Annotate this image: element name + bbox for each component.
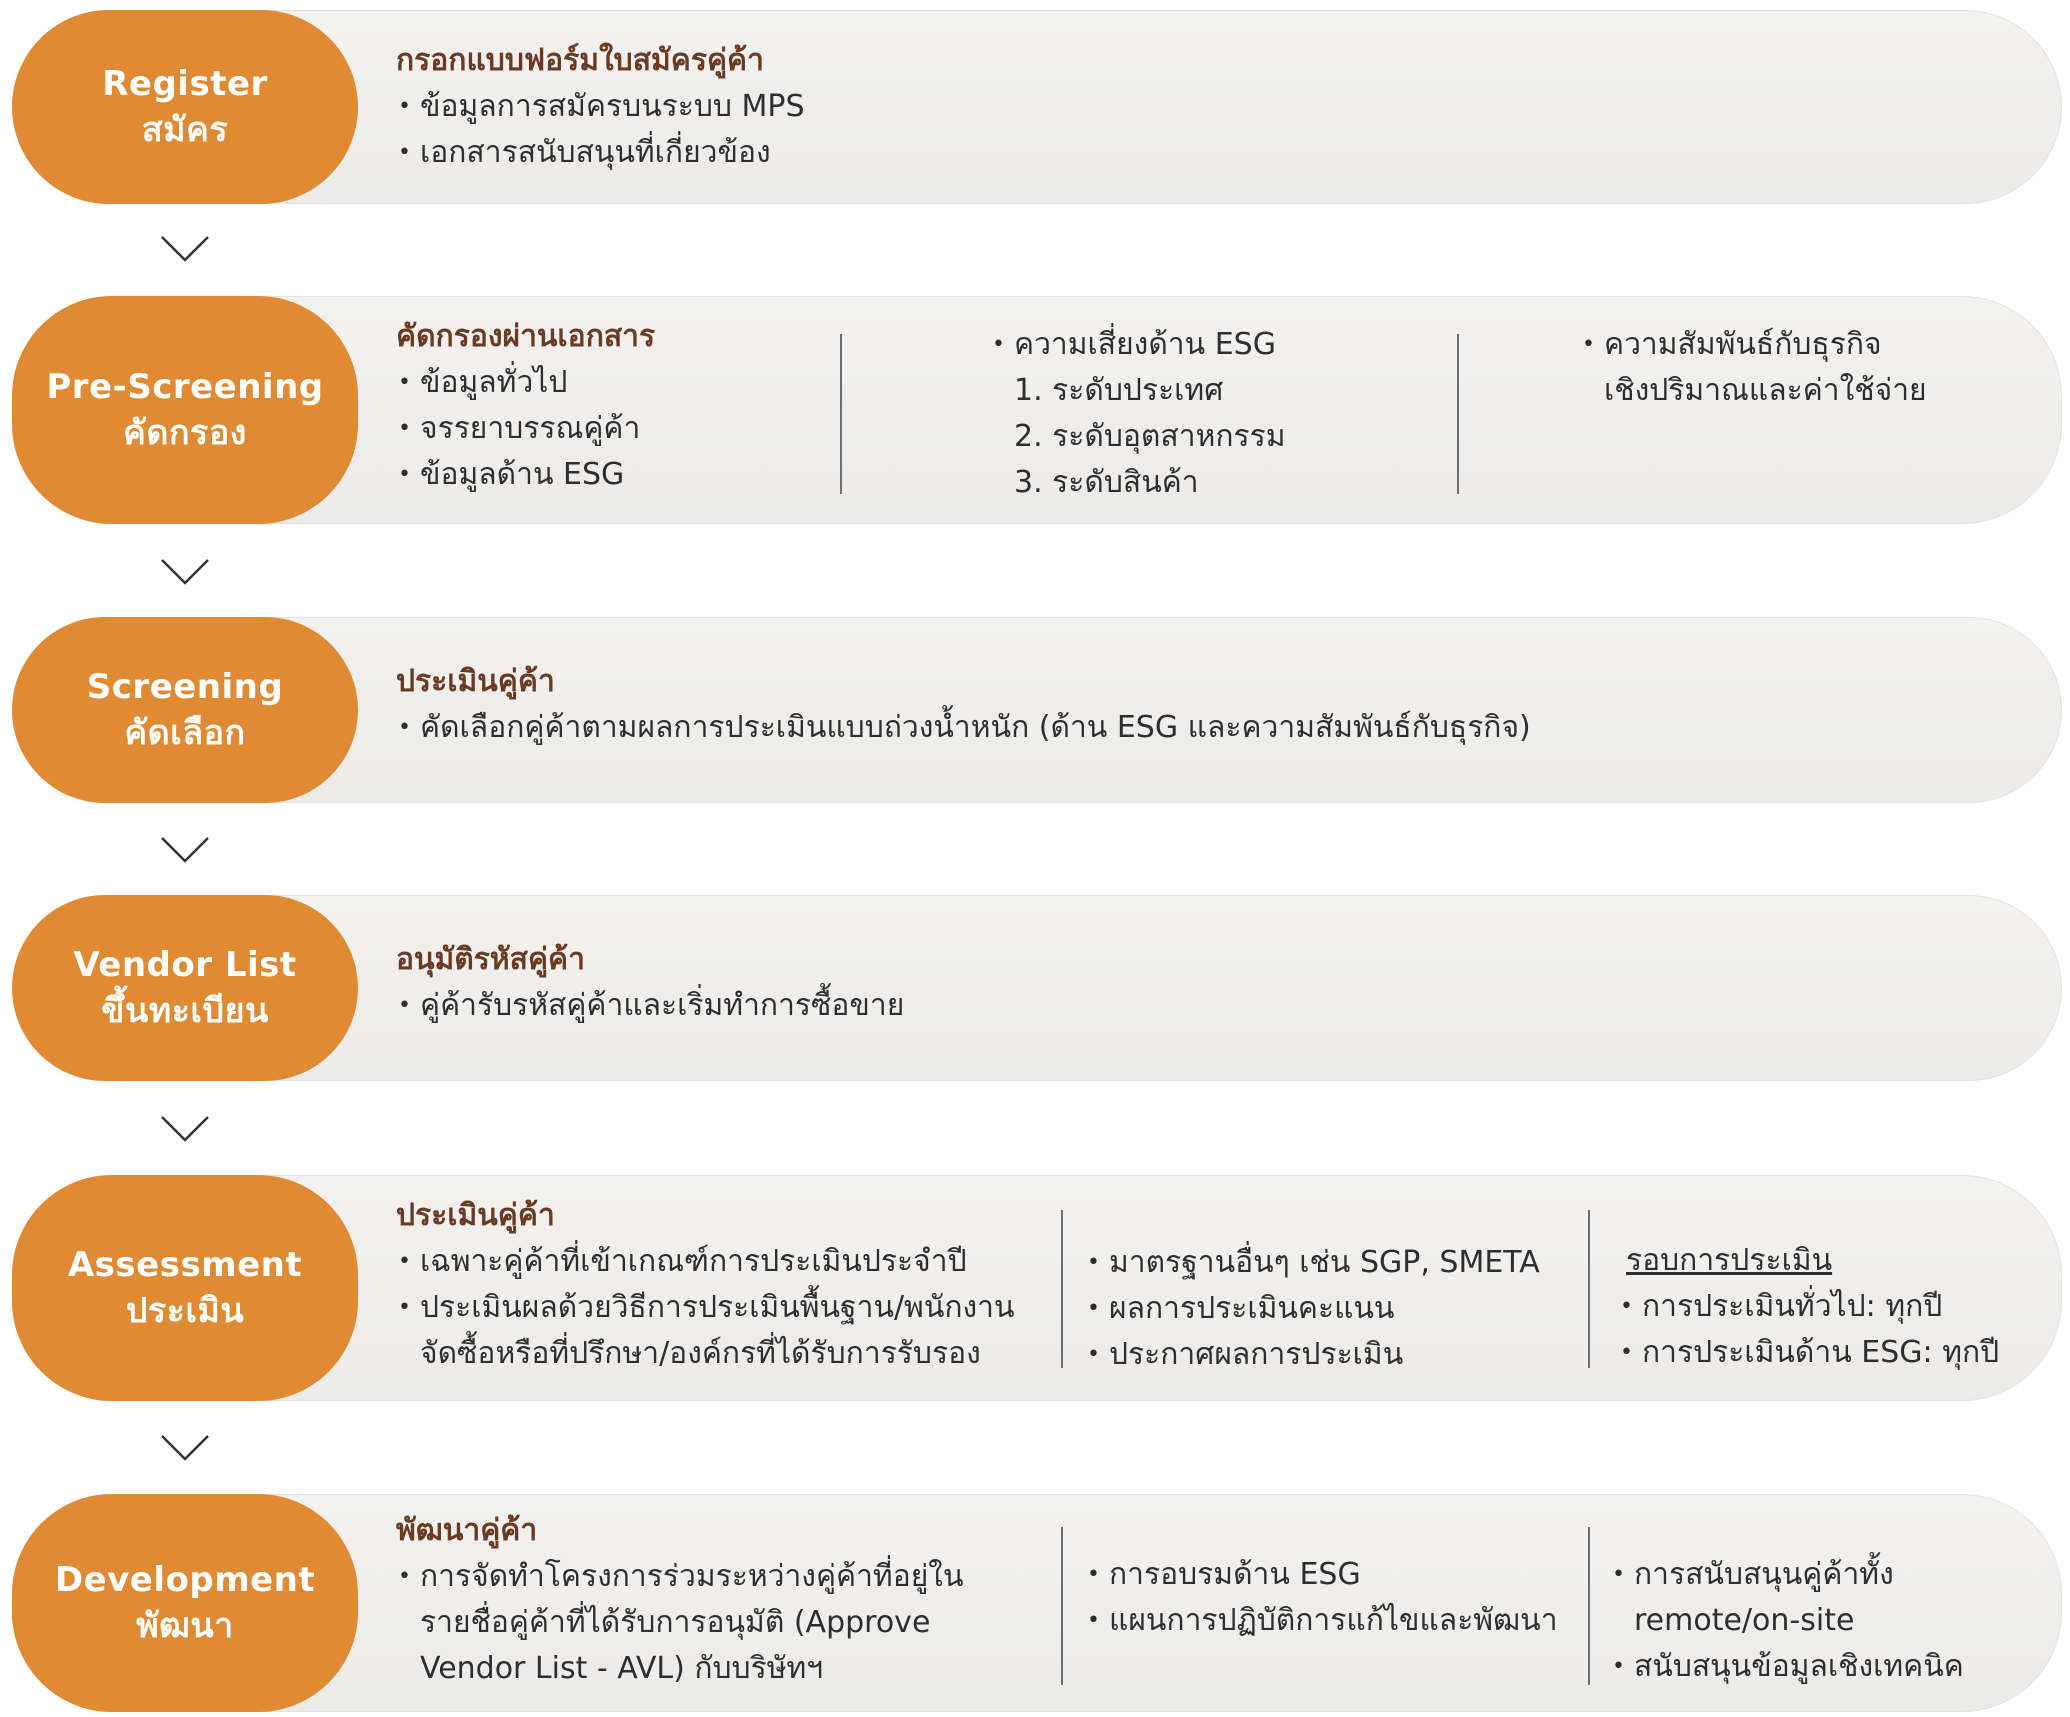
- step-prescreening-pill: [12, 296, 358, 524]
- list-item-line: รายชื่อคู่ค้าที่ได้รับการอนุมัติ (Approve: [420, 1605, 931, 1640]
- list-item: • ข้อมูลการสมัครบนระบบ MPS: [396, 84, 1896, 130]
- list-item: • ประกาศผลการประเมิน: [1085, 1332, 1575, 1378]
- step-development-col2: [1085, 1552, 1575, 1644]
- list-item: • คัดเลือกคู่ค้าตามผลการประเมินแบบถ่วงน้ำหนัก (ด้าน ESG และความสัมพันธ์กับธุรกิจ): [396, 705, 2036, 751]
- step-heading: ประเมินคู่ค้า: [396, 1198, 555, 1233]
- list-item: • ข้อมูลด้าน ESG: [396, 452, 826, 498]
- list-item-line: ความสัมพันธ์กับธุรกิจ: [1604, 327, 1882, 362]
- list-item-line: ประเมินผลด้วยวิธีการประเมินพื้นฐาน/พนักงาน: [420, 1290, 1015, 1325]
- list-item: • การประเมินด้าน ESG: ทุกปี: [1618, 1330, 2038, 1376]
- step-prescreening-col1: [396, 314, 826, 498]
- list-item: [396, 1285, 1056, 1377]
- step-assessment-col3: [1618, 1238, 2038, 1376]
- bullet-list: [396, 84, 1896, 176]
- list-item: • เฉพาะคู่ค้าที่เข้าเกณฑ์การประเมินประจำปี: [396, 1239, 1056, 1285]
- list-item: • ผลการประเมินคะแนน: [1085, 1286, 1575, 1332]
- step-title-th: ขึ้นทะเบียน: [101, 991, 269, 1031]
- bullet-list: [396, 1554, 1056, 1692]
- list-item: • ข้อมูลทั่วไป: [396, 360, 826, 406]
- step-title-th: พัฒนา: [136, 1606, 234, 1646]
- step-screening-pill: [12, 617, 358, 803]
- step-assessment-col1: [396, 1193, 1056, 1377]
- step-prescreening-col2: [990, 322, 1430, 506]
- list-item: • สนับสนุนข้อมูลเชิงเทคนิค: [1610, 1644, 2040, 1690]
- bullet-list: [1085, 1240, 1575, 1378]
- step-development-col1: [396, 1508, 1056, 1692]
- chevron-down-icon: [160, 557, 210, 587]
- list-item: • การอบรมด้าน ESG: [1085, 1552, 1575, 1598]
- step-register-pill: [12, 10, 358, 204]
- step-vendorlist-pill: [12, 895, 358, 1081]
- step-heading: ประเมินคู่ค้า: [396, 664, 555, 699]
- step-development-col3: [1610, 1552, 2040, 1690]
- step-heading: กรอกแบบฟอร์มใบสมัครคู่ค้า: [396, 43, 764, 78]
- list-item: • เอกสารสนับสนุนที่เกี่ยวข้อง: [396, 130, 1896, 176]
- step-title-th: สมัคร: [141, 110, 229, 150]
- list-item: 1. ระดับประเทศ: [1014, 373, 1224, 408]
- column-divider: [840, 334, 842, 494]
- list-item: • จรรยาบรรณคู่ค้า: [396, 406, 826, 452]
- step-title-en: Vendor List: [73, 945, 297, 985]
- step-heading: พัฒนาคู่ค้า: [396, 1513, 538, 1548]
- step-title-th: คัดกรอง: [123, 413, 247, 453]
- step-assessment-pill: [12, 1175, 358, 1401]
- step-prescreening-col3: [1580, 322, 2040, 414]
- list-item: [1610, 1552, 2040, 1644]
- bullet-list: [1618, 1284, 2038, 1376]
- list-item-line: จัดซื้อหรือที่ปรึกษา/องค์กรที่ได้รับการรับรอง: [420, 1336, 981, 1371]
- step-heading: คัดกรองผ่านเอกสาร: [396, 319, 656, 354]
- bullet-list: [396, 983, 1896, 1029]
- chevron-down-icon: [160, 835, 210, 865]
- bullet-list: [396, 705, 2036, 751]
- list-item: • การประเมินทั่วไป: ทุกปี: [1618, 1284, 2038, 1330]
- step-screening-content: [396, 659, 2036, 751]
- list-item: 2. ระดับอุตสาหกรรม: [1014, 419, 1286, 454]
- assessment-cycle-subhead: รอบการประเมิน: [1626, 1243, 1833, 1278]
- column-divider: [1061, 1527, 1063, 1685]
- list-item-line: เชิงปริมาณและค่าใช้จ่าย: [1604, 373, 1927, 408]
- list-item-line: remote/on-site: [1634, 1603, 1855, 1638]
- list-item-line: การสนับสนุนคู่ค้าทั้ง: [1634, 1557, 1894, 1592]
- column-divider: [1588, 1210, 1590, 1368]
- list-item: [1580, 322, 2040, 414]
- list-item: • แผนการปฏิบัติการแก้ไขและพัฒนา: [1085, 1598, 1575, 1644]
- step-development-pill: [12, 1494, 358, 1712]
- list-item-line: การจัดทำโครงการร่วมระหว่างคู่ค้าที่อยู่ใน: [420, 1559, 964, 1594]
- step-title-th: ประเมิน: [125, 1291, 245, 1331]
- list-item: • คู่ค้ารับรหัสคู่ค้าและเริ่มทำการซื้อขาย: [396, 983, 1896, 1029]
- bullet-list: [396, 360, 826, 498]
- bullet-list: [396, 1239, 1056, 1377]
- step-title-th: คัดเลือก: [124, 713, 246, 753]
- step-vendorlist-content: [396, 937, 1896, 1029]
- step-assessment-col2: [1085, 1240, 1575, 1378]
- list-item: • มาตรฐานอื่นๆ เช่น SGP, SMETA: [1085, 1240, 1575, 1286]
- column-divider: [1588, 1527, 1590, 1685]
- bullet-list: [1610, 1552, 2040, 1690]
- column-divider: [1061, 1210, 1063, 1368]
- bullet-list: [1580, 322, 2040, 414]
- step-register-content: [396, 38, 1896, 176]
- step-title-en: Register: [102, 64, 268, 104]
- chevron-down-icon: [160, 1433, 210, 1463]
- bullet-list: [990, 322, 1430, 368]
- step-title-en: Screening: [86, 667, 284, 707]
- step-heading: อนุมัติรหัสคู่ค้า: [396, 942, 585, 977]
- step-title-en: Development: [54, 1560, 316, 1600]
- step-title-en: Assessment: [67, 1245, 303, 1285]
- list-item: 3. ระดับสินค้า: [1014, 465, 1199, 500]
- step-title-en: Pre-Screening: [46, 367, 324, 407]
- bullet-list: [1085, 1552, 1575, 1644]
- column-divider: [1457, 334, 1459, 494]
- list-item: [396, 1554, 1056, 1692]
- list-item: • ความเสี่ยงด้าน ESG: [990, 322, 1430, 368]
- numbered-list: [990, 368, 1430, 506]
- chevron-down-icon: [160, 234, 210, 264]
- chevron-down-icon: [160, 1114, 210, 1144]
- list-item-line: Vendor List - AVL) กับบริษัทฯ: [420, 1651, 824, 1686]
